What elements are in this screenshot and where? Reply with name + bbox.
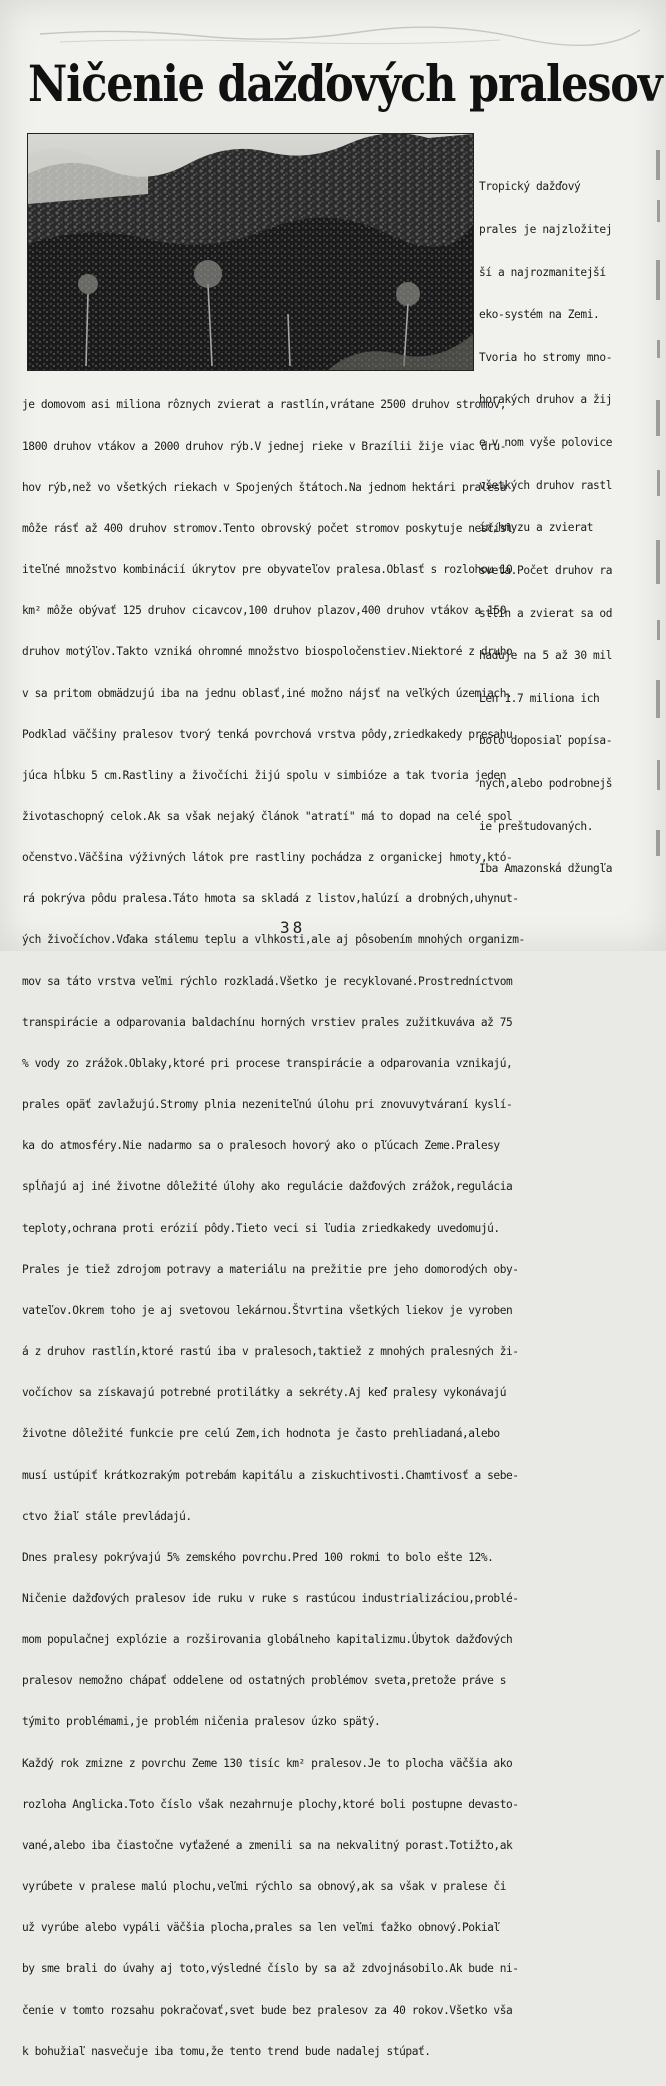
body-line: vočíchov sa získavajú potrebné protilátky a sekréty.Aj keď pralesy vykonávajú: [22, 1386, 506, 1400]
body-line: Prales je tiež zdrojom potravy a materiálu na prežitie pre jeho domorodých oby-: [22, 1262, 519, 1276]
body-line: musí ustúpiť krátkozrakým potrebám kapitálu a ziskuchtivosti.Chamtivosť a sebe-: [22, 1468, 519, 1482]
body-line: Podklad väčšiny pralesov tvorý tenká povrchová vrstva pôdy,zriedkakedy presahu: [22, 727, 513, 741]
body-line: Dnes pralesy pokrývajú 5% zemského povrchu.Pred 100 rokmi to bolo ešte 12%.: [22, 1550, 494, 1564]
body-line: Každý rok zmizne z povrchu Zeme 130 tisíc km² pralesov.Je to plocha väčšia ako: [22, 1756, 513, 1770]
body-line: ctvo žiaľ stále prevládajú.: [22, 1509, 192, 1523]
side-line: ší a najrozmanitejší: [479, 265, 606, 279]
body-line: vyrúbete v pralese malú plochu,veľmi rýchlo sa obnový,ak sa však v pralese či: [22, 1880, 506, 1894]
body-line: vateľov.Okrem toho je aj svetovou lekárnou.Štvrtina všetkých liekov je vyroben: [22, 1303, 513, 1317]
side-line: ie preštudovaných.: [479, 819, 594, 833]
body-line: už vyrúbe alebo vypáli väčšia plocha,prales sa len veľmi ťažko obnový.Pokiaľ: [22, 1921, 500, 1935]
side-line: Iba Amazonská džungľa: [479, 862, 613, 876]
article-body: [22, 371, 652, 2086]
body-line: spĺňajú aj iné životne dôležité úlohy ako regulácie dažďových zrážok,regulácia: [22, 1180, 513, 1194]
body-line: rá pokrýva pôdu pralesa.Táto hmota sa skladá z listov,halúzí a drobných,uhynut-: [22, 892, 519, 906]
page-number: 38: [280, 918, 306, 937]
side-line: Len 1.7 miliona ich: [479, 691, 600, 705]
side-line: bolo doposiaľ popísa-: [479, 734, 613, 748]
side-line: hadujе na 5 až 30 mil: [479, 649, 613, 663]
body-line: 1800 druhov vtákov a 2000 druhov rýb.V jednej rieke v Brazílii žije viac dru-: [22, 439, 506, 453]
body-line: teploty,ochrana proti erózií pôdy.Tieto veci si ľudia zriedkakedy uvedomujú.: [22, 1221, 500, 1235]
body-line: vané,alebo iba čiastočne vyťažené a zmenili sa na nekvalitný porast.Totižto,ak: [22, 1838, 513, 1852]
faint-header-scribble: [40, 14, 640, 44]
rainforest-photo: [27, 133, 474, 371]
body-line: čenie v tomto rozsahu pokračovať,svet bude bez pralesov za 40 rokov.Všetko vša: [22, 2003, 513, 2017]
body-line: transpirácie a odparovania baldachínu horných vrstiev prales zužitkuváva až 75: [22, 1015, 513, 1029]
side-line: stlín a zvierat sa od: [479, 606, 613, 620]
side-line: sveta.Počet druhov ra: [479, 563, 613, 577]
side-line: eko-systém na Zemi.: [479, 308, 600, 322]
body-line: môže rásť až 400 druhov stromov.Tento obrovský počet stromov poskytuje nesčísl: [22, 521, 513, 535]
body-line: očenstvo.Väčšina výživných látok pre rastliny pochádza z organickej hmoty,któ-: [22, 851, 513, 865]
article-title: Ničenie dažďových pralesov: [28, 56, 662, 114]
body-line: iteľné množstvo kombinácií úkrytov pre obyvateľov pralesa.Oblasť s rozlohou 10: [22, 563, 513, 577]
side-line: Tvoria ho stromy mno-: [479, 350, 613, 364]
body-line: prales opäť zavlažujú.Stromy plnia nezeniteľnú úlohu pri znovuvytváraní kyslí-: [22, 1098, 513, 1112]
side-line: horakých druhov a žij: [479, 393, 613, 407]
body-line: by sme brali do úvahy aj toto,výsledné číslo by sa až zdvojnásobilo.Ak bude ni-: [22, 1962, 519, 1976]
body-line: Ničenie dažďových pralesov ide ruku v ruke s rastúcou industrializáciou,problé-: [22, 1591, 519, 1605]
side-line: Tropický dažďový: [479, 180, 581, 194]
side-line: všetkých druhov rastl: [479, 478, 613, 492]
body-line: júca hĺbku 5 cm.Rastliny a živočíchi žijú spolu v simbióze a tak tvoria jeden: [22, 768, 506, 782]
side-line: ných,alebo podrobnejš: [479, 776, 613, 790]
body-line: mom populačnej explózie a rozširovania globálneho kapitalizmu.Úbytok dažďových: [22, 1633, 513, 1647]
side-line: ín,hmyzu a zvierat: [479, 521, 594, 535]
body-line: životne dôležité funkcie pre celú Zem,ich hodnota je často prehliadaná,alebo: [22, 1427, 500, 1441]
body-line: je domovom asi miliona rôznych zvierat a rastlín,vrátane 2500 druhov stromov,: [22, 398, 506, 412]
body-line: ka do atmosféry.Nie nadarmo sa o pralesoch hovorý ako o pľúcach Zeme.Pralesy: [22, 1139, 500, 1153]
body-line: k bohužiaľ nasvečuje iba tomu,že tento trend bude nadalej stúpať.: [22, 2044, 431, 2058]
body-line: týmito problémami,je problém ničenia pralesov úzko spätý.: [22, 1715, 381, 1729]
body-line: životaschopný celok.Ak sa však nejaký článok "atratí" má to dopad na celé spol: [22, 810, 513, 823]
side-line: prales je najzložitej: [479, 223, 613, 237]
body-line: á z druhov rastlín,ktoré rastú iba v pralesoch,taktiež z mnohých pralesných ži-: [22, 1345, 519, 1359]
side-line: e v nom vyše polovice: [479, 436, 613, 450]
body-line: pralesov nemožno chápať oddelene od ostatných problémov sveta,pretože práve s: [22, 1674, 506, 1688]
body-line: v sa pritom obmädzujú iba na jednu oblasť,iné možno nájsť na veľkých územiach.: [22, 686, 513, 700]
body-line: % vody zo zrážok.Oblaky,ktoré pri procese transpirácie a odparovania vznikajú,: [22, 1056, 513, 1070]
margin-bleed-marks: [652, 140, 666, 920]
body-line: druhov motýľov.Takto vzniká ohromné množstvo biospoločenstiev.Niektoré z druho: [22, 645, 513, 659]
body-line: rozloha Anglicka.Toto číslo však nezahrnuje plochy,ktoré boli postupne devasto-: [22, 1797, 519, 1811]
body-line: ých živočíchov.Vďaka stálemu teplu a vlhkosti,ale aj pôsobením mnohých organizm-: [22, 933, 525, 947]
body-line: mov sa táto vrstva veľmi rýchlo rozkladá.Všetko je recyklované.Prostredníctvom: [22, 974, 513, 988]
body-line: hov rýb,než vo všetkých riekach v Spojených štátoch.Na jednom hektári pralesa: [22, 480, 506, 494]
body-line: km² môže obývať 125 druhov cicavcov,100 druhov plazov,400 druhov vtákov a 150: [22, 604, 506, 618]
